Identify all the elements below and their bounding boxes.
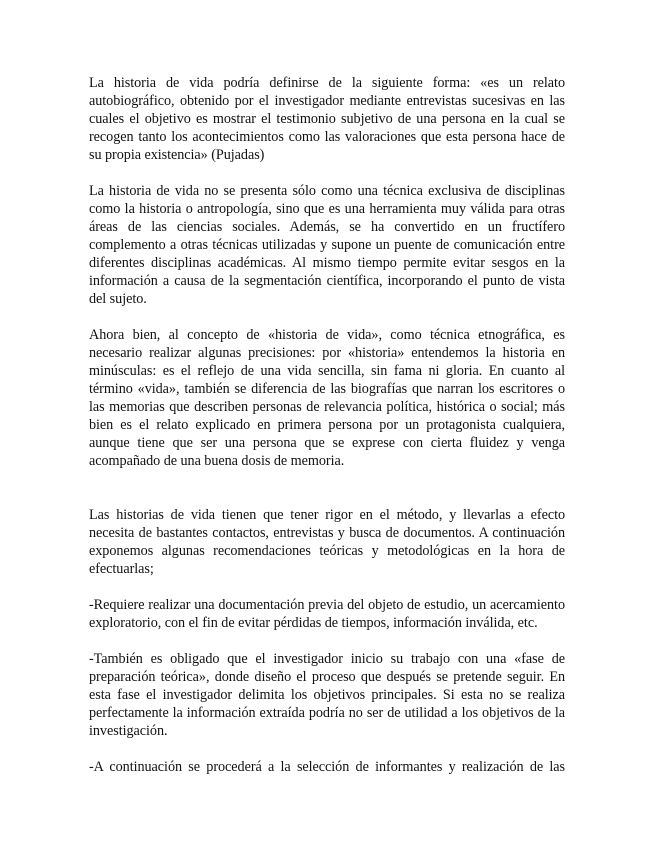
paragraph-concept: Ahora bien, al concepto de «historia de vida», como técnica etnográfica, es necesario realizar algunas precisiones: por «historia» entendemos la historia en minúsculas: es el reflejo de una vida sencilla, sin fama ni gloria. En cuanto al término «vida», también se diferencia de las biografías que narran los escritores o las memorias que describen personas de relevancia política, histórica o social; más bien es el relato explicado en primera persona por un protagonista cualquiera, aunque tiene que ser una persona que se exprese con cierta fluidez y venga acompañado de una buena dosis de memoria. — [89, 327, 565, 469]
paragraph-interdisciplinary: La historia de vida no se presenta sólo como una técnica exclusiva de disciplinas como la historia o antropología, sino que es una herramienta muy válida para otras áreas de las ciencias sociales. Además, se ha convertido en un fructífero complemento a otras técnicas utilizadas y supone un puente de comunicación entre diferentes disciplinas académicas. Al mismo tiempo permite evitar sesgos en la información a causa de la segmentación científica, incorporando el punto de vista del sujeto. — [89, 183, 565, 307]
paragraph-informant-selection: -A continuación se procederá a la selección de informantes y realización de las — [89, 759, 565, 775]
body-text — [89, 74, 565, 776]
paragraph-method: Las historias de vida tienen que tener rigor en el método, y llevarlas a efecto necesita de bastantes contactos, entrevistas y busca de documentos. A continuación exponemos algunas recomendaciones teóricas y metodológicas en la hora de efectuarlas; — [89, 507, 565, 577]
paragraph-theoretical-phase: -También es obligado que el investigador inicio su trabajo con una «fase de preparación teórica», donde diseño el proceso que después se pretende seguir. En esta fase el investigador delimita los objetivos principales. Si esta no se realiza perfectamente la información extraída podría no ser de utilidad a los objetivos de la investigación. — [89, 651, 565, 739]
paragraph-documentation: -Requiere realizar una documentación previa del objeto de estudio, un acercamiento exploratorio, con el fin de evitar pérdidas de tiempos, información inválida, etc. — [89, 597, 565, 631]
paragraph-definition: La historia de vida podría definirse de la siguiente forma: «es un relato autobiográfico, obtenido por el investigador mediante entrevistas sucesivas en las cuales el objetivo es mostrar el testimonio subjetivo de una persona en la cual se recogen tanto los acontecimientos como las valoraciones que esta persona hace de su propia existencia» (Pujadas) — [89, 75, 565, 163]
